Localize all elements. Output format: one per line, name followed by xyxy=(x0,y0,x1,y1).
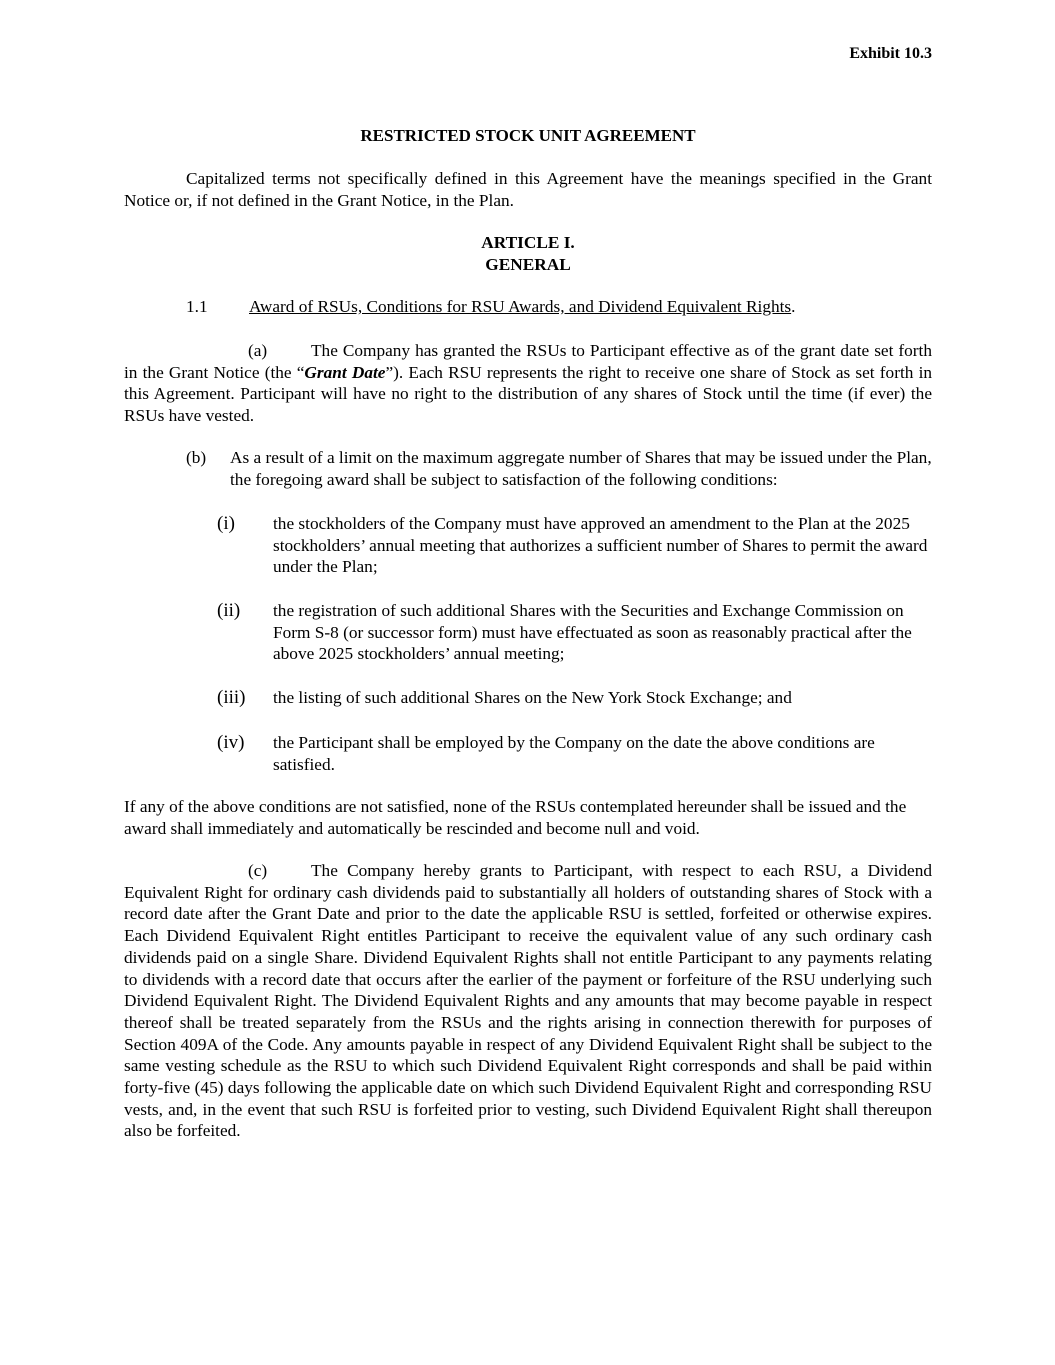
paragraph-a-text-after: ”). Each RSU represents the right to receive one share of Stock as set forth in this Agreement. Participant will have no right to the distribution of any shares of Stock until the time (if ever) the RSUs have vested. xyxy=(124,362,933,426)
paragraph-a-text-before: The Company has granted the RSUs to Participant effective as of the grant date set forth in the Grant Notice (the “ xyxy=(124,341,932,382)
paragraph-c xyxy=(124,860,932,1142)
paragraph-a xyxy=(124,340,932,427)
condition-label: (i) xyxy=(217,513,235,534)
condition-item xyxy=(217,513,932,578)
article-number: ARTICLE I. xyxy=(481,233,575,252)
condition-label: (iii) xyxy=(217,687,246,708)
paragraph-b-text: As a result of a limit on the maximum aggregate number of Shares that may be issued under the Plan, the foregoing award shall be subject to satisfaction of the following conditions: xyxy=(230,448,932,489)
exhibit-label: Exhibit 10.3 xyxy=(849,45,932,62)
section-heading-period: . xyxy=(791,297,796,316)
paragraph-c-text: The Company hereby grants to Participant, with respect to each RSU, a Dividend Equivalent Right for ordinary cash dividends paid to substantially all holders of outstanding shares of Stock with a record date after the Grant Date and prior to the date the applicable RSU is settled, forfeited or otherwise expires. Each Dividend Equivalent Right entitles Participant to receive the equivalent value of any such ordinary cash dividends paid on a single Share. Dividend Equivalent Rights shall not entitle Participant to any payments relating to dividends with a record date that occurs after the earlier of the payment or forfeiture of the RSU underlying such Dividend Equivalent Right. The Dividend Equivalent Rights and any amounts that may become payable in respect thereof shall be treated separately from the RSUs and the rights arising in connection therewith for purposes of Section 409A of the Code. Any amounts payable in respect of any Dividend Equivalent Right shall be subject to the same vesting schedule as the RSU to which such Dividend Equivalent Right corresponds and shall be paid within forty-five (45) days following the applicable date on which such Dividend Equivalent Right and corresponding RSU vests, and, in the event that such RSU is forfeited prior to vesting, such Dividend Equivalent Right shall thereupon also be forfeited. xyxy=(124,861,932,1141)
condition-text: the Participant shall be employed by the Company on the date the above conditions are satisfied. xyxy=(273,733,875,774)
paragraph-c-label: (c) xyxy=(248,861,268,880)
section-number: 1.1 xyxy=(186,297,208,316)
condition-text: the registration of such additional Shares with the Securities and Exchange Commission on Form S-8 (or successor form) must have effectuated as soon as reasonably practical after the above 2025 stockholders’ annual meeting; xyxy=(273,601,912,664)
condition-item xyxy=(217,600,932,665)
paragraph-a-label: (a) xyxy=(248,341,268,360)
document-title: RESTRICTED STOCK UNIT AGREEMENT xyxy=(360,126,696,145)
paragraph-b-label: (b) xyxy=(186,448,207,467)
grant-date-term: Grant Date xyxy=(304,362,386,382)
condition-label: (ii) xyxy=(217,600,241,621)
condition-item xyxy=(217,732,932,775)
condition-text: the listing of such additional Shares on the New York Stock Exchange; and xyxy=(273,688,792,707)
intro-paragraph: Capitalized terms not specifically defined in this Agreement have the meanings specified in the Grant Notice or, if not defined in the Grant Notice, in the Plan. xyxy=(124,169,932,210)
condition-item xyxy=(217,687,932,709)
condition-label: (iv) xyxy=(217,732,245,753)
article-title: GENERAL xyxy=(485,255,571,274)
section-heading: Award of RSUs, Conditions for RSU Awards, and Dividend Equivalent Rights xyxy=(249,297,792,316)
conditions-footer: If any of the above conditions are not satisfied, none of the RSUs contemplated hereunder shall be issued and the award shall immediately and automatically be rescinded and become null and void. xyxy=(124,797,907,838)
paragraph-b xyxy=(186,447,932,490)
section-heading-line xyxy=(124,296,932,318)
condition-text: the stockholders of the Company must have approved an amendment to the Plan at the 2025 stockholders’ annual meeting that authorizes a sufficient number of Shares to permit the award under the Plan; xyxy=(273,514,928,577)
